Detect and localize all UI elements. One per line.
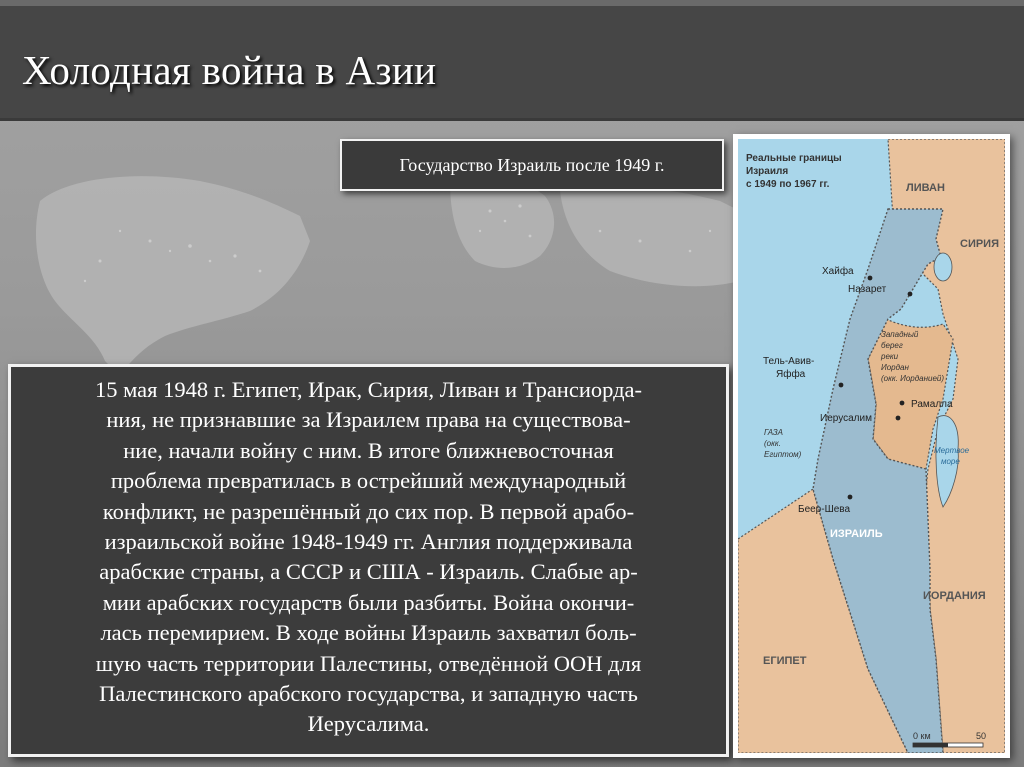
city-beersheba: Беер-Шева: [798, 504, 851, 515]
city-telaviv-line2: Яффа: [776, 369, 806, 380]
map-caption: Государство Израиль после 1949 г.: [399, 154, 665, 175]
slide-title: Холодная война в Азии: [22, 47, 437, 93]
city-ramallah: Рамалла: [911, 399, 953, 410]
map-caption-box: [340, 139, 724, 191]
city-jerusalem-dot: [896, 416, 901, 421]
gaza-line-1: ГАЗА: [764, 428, 783, 437]
west-bank-line-5: (окк. Иорданией): [881, 374, 945, 383]
scale-zero: 0 км: [913, 731, 931, 741]
dead-sea-line-2: море: [941, 457, 960, 466]
dead-sea-line-1: Мертвое: [934, 446, 970, 455]
city-beersheba-dot: [848, 495, 853, 500]
city-jerusalem: Иерусалим: [820, 413, 872, 424]
west-bank-line-4: Иордан: [881, 363, 909, 372]
text-box: [8, 364, 729, 757]
west-bank-line-3: реки: [881, 352, 899, 361]
scale-bar-fill: [913, 743, 948, 747]
gaza-line-2: (окк.: [764, 439, 781, 448]
legend-line-2: Израиля: [746, 166, 789, 177]
map-frame: [733, 134, 1010, 758]
gaza-line-3: Египтом): [764, 450, 802, 459]
city-nazareth: Назарет: [848, 284, 887, 295]
label-jordan: ИОРДАНИЯ: [923, 590, 986, 602]
legend-line-3: с 1949 по 1967 гг.: [746, 179, 830, 190]
legend-line-1: Реальные границы: [746, 153, 842, 164]
city-telaviv-dot: [839, 383, 844, 388]
title-bar: [0, 0, 1024, 121]
city-haifa-dot: [868, 276, 873, 281]
west-bank-line-2: берег: [881, 341, 903, 350]
label-syria: СИРИЯ: [960, 238, 999, 250]
body-text: 15 мая 1948 г. Египет, Ирак, Сирия, Ливан и Трансиорда- ния, не признавшие за Израилем права на существова- ние, начали войну с ним. В итоге ближневосточная проблема превратилась в острейший международный конфликт, не разрешённый до сих пор. В первой арабо- израильской войне 1948-1949 гг. Англия поддерживала арабские страны, а СССР и США - Израиль. Слабые ар- мии арабских государств были разбиты. Война окончи- лась перемирием. В ходе войны Израиль захватил боль- шую часть территории Палестины, отведённой ООН для Палестинского арабского государства, и западную часть Иерусалима.: [94, 377, 643, 737]
city-nazareth-dot: [908, 292, 913, 297]
label-lebanon: ЛИВАН: [906, 182, 945, 194]
scale-max: 50: [976, 731, 987, 741]
west-bank-line-1: Западный: [881, 330, 919, 339]
label-israel: ИЗРАИЛЬ: [830, 528, 883, 540]
israel-map: [738, 139, 1005, 753]
sea-of-galilee: [934, 253, 952, 281]
city-ramallah-dot: [900, 401, 905, 406]
city-haifa: Хайфа: [822, 266, 854, 277]
city-telaviv-line1: Тель-Авив-: [763, 356, 815, 367]
label-egypt: ЕГИПЕТ: [763, 655, 807, 667]
